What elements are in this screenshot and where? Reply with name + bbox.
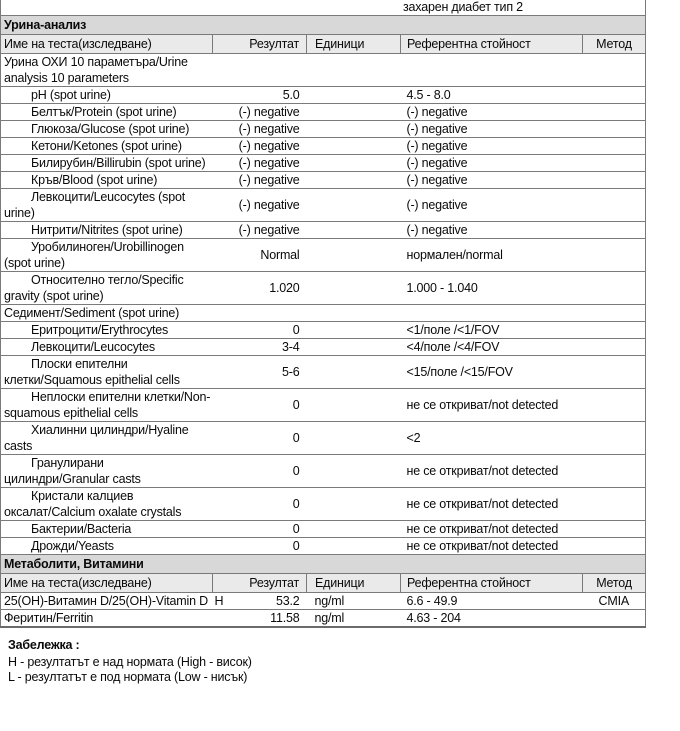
units-cell bbox=[307, 138, 401, 155]
result-cell bbox=[213, 104, 307, 121]
table-row bbox=[1, 422, 646, 455]
units-cell bbox=[307, 155, 401, 172]
table-row bbox=[1, 222, 646, 239]
empty-cell bbox=[583, 54, 646, 87]
method-cell bbox=[583, 189, 646, 222]
units-cell bbox=[307, 87, 401, 104]
reference-cell: 1.000 - 1.040 bbox=[406, 281, 478, 295]
reference-cell: <4/поле /<4/FOV bbox=[406, 340, 500, 354]
column-header: Референтна стойност bbox=[401, 574, 583, 593]
table-row bbox=[1, 172, 646, 189]
result-value: (-) negative bbox=[238, 139, 300, 153]
column-header-row bbox=[1, 574, 646, 593]
result-value: 5.0 bbox=[282, 88, 300, 102]
result-cell bbox=[213, 87, 307, 104]
units-cell bbox=[307, 104, 401, 121]
test-name-cell: Кръв/Blood (spot urine) bbox=[31, 173, 158, 187]
units-cell: ng/ml bbox=[314, 611, 345, 625]
result-value: 0 bbox=[292, 323, 300, 337]
reference-cell: (-) negative bbox=[406, 173, 468, 187]
notes-title: Забележка : bbox=[8, 638, 80, 652]
result-value: 3-4 bbox=[282, 340, 300, 354]
result-cell bbox=[213, 610, 307, 628]
result-cell bbox=[213, 121, 307, 138]
method-cell bbox=[583, 121, 646, 138]
result-cell bbox=[213, 593, 307, 610]
section-header-row bbox=[1, 555, 646, 574]
test-name-cell: Относително тегло/Specific gravity (spot urine) bbox=[4, 273, 184, 303]
note-line-high: H - резултатът е над нормата (High - висок) bbox=[8, 655, 252, 669]
units-cell bbox=[307, 538, 401, 555]
section-table bbox=[0, 15, 646, 554]
result-value: 53.2 bbox=[275, 594, 300, 608]
result-cell bbox=[213, 538, 307, 555]
units-cell bbox=[307, 389, 401, 422]
units-cell bbox=[307, 189, 401, 222]
reference-cell: <1/поле /<1/FOV bbox=[406, 323, 500, 337]
method-cell bbox=[583, 322, 646, 339]
result-cell bbox=[213, 322, 307, 339]
empty-cell bbox=[583, 305, 646, 322]
section-header-row bbox=[1, 16, 646, 35]
table-row bbox=[1, 322, 646, 339]
group-row bbox=[1, 54, 646, 87]
method-cell bbox=[583, 272, 646, 305]
result-cell bbox=[213, 272, 307, 305]
reference-cell: не се откриват/not detected bbox=[406, 464, 559, 478]
column-header: Име на теста(изследване) bbox=[1, 574, 213, 593]
column-header: Резултат bbox=[213, 574, 307, 593]
diagnosis-row bbox=[0, 0, 646, 15]
reference-cell: не се откриват/not detected bbox=[406, 398, 559, 412]
notes-section bbox=[0, 638, 646, 685]
result-value: 5-6 bbox=[282, 365, 300, 379]
column-header: Метод bbox=[583, 35, 646, 54]
reference-cell: (-) negative bbox=[406, 105, 468, 119]
units-cell bbox=[307, 222, 401, 239]
method-cell bbox=[583, 356, 646, 389]
empty-cell bbox=[307, 54, 401, 87]
units-cell bbox=[307, 422, 401, 455]
method-cell bbox=[583, 138, 646, 155]
table-row bbox=[1, 488, 646, 521]
units-cell bbox=[307, 172, 401, 189]
method-cell bbox=[583, 87, 646, 104]
table-row bbox=[1, 538, 646, 555]
method-cell bbox=[583, 172, 646, 189]
method-cell bbox=[583, 339, 646, 356]
test-name-cell: Дрожди/Yeasts bbox=[31, 539, 114, 553]
test-name-cell: Билирубин/Billirubin (spot urine) bbox=[31, 156, 206, 170]
group-title-cell: Урина ОХИ 10 параметъра/Urine analysis 10 parameters bbox=[4, 55, 188, 85]
result-cell bbox=[213, 455, 307, 488]
column-header: Референтна стойност bbox=[401, 35, 583, 54]
method-cell bbox=[583, 488, 646, 521]
result-cell bbox=[213, 488, 307, 521]
result-value: (-) negative bbox=[238, 173, 300, 187]
result-cell bbox=[213, 222, 307, 239]
result-value: Normal bbox=[260, 248, 300, 262]
section-title: Метаболити, Витамини bbox=[1, 555, 646, 574]
reference-cell: 4.5 - 8.0 bbox=[406, 88, 451, 102]
result-cell bbox=[213, 189, 307, 222]
table-row bbox=[1, 593, 646, 610]
test-name-cell: Нитрити/Nitrites (spot urine) bbox=[31, 223, 183, 237]
result-tables bbox=[0, 15, 646, 628]
test-name-cell: Кетони/Ketones (spot urine) bbox=[31, 139, 182, 153]
result-cell bbox=[213, 155, 307, 172]
result-value: 0 bbox=[292, 522, 300, 536]
table-row bbox=[1, 455, 646, 488]
method-cell bbox=[583, 389, 646, 422]
test-name-cell: Еритроцити/Erythrocytes bbox=[31, 323, 169, 337]
table-row bbox=[1, 339, 646, 356]
empty-cell bbox=[213, 54, 307, 87]
test-name-cell: Плоски епителни клетки/Squamous epithelial cells bbox=[4, 357, 180, 387]
result-cell bbox=[213, 339, 307, 356]
table-row bbox=[1, 104, 646, 121]
reference-cell: <2 bbox=[406, 431, 421, 445]
units-cell bbox=[307, 272, 401, 305]
table-row bbox=[1, 138, 646, 155]
reference-cell: (-) negative bbox=[406, 198, 468, 212]
units-cell bbox=[307, 121, 401, 138]
reference-cell: (-) negative bbox=[406, 223, 468, 237]
test-name-cell: Неплоски епителни клетки/Non-squamous epithelial cells bbox=[4, 390, 211, 420]
test-name-cell: Уробилиноген/Urobillinogen (spot urine) bbox=[4, 240, 184, 270]
method-cell bbox=[583, 155, 646, 172]
reference-cell: 4.63 - 204 bbox=[406, 611, 461, 625]
diagnosis-text: захарен диабет тип 2 bbox=[403, 0, 523, 14]
method-cell bbox=[583, 610, 646, 628]
test-name-cell: Бактерии/Bacteria bbox=[31, 522, 132, 536]
test-name-cell: Кристали калциев оксалат/Calcium oxalate crystals bbox=[4, 489, 182, 519]
method-cell bbox=[583, 521, 646, 538]
test-name-cell: Гранулирани цилиндри/Granular casts bbox=[4, 456, 141, 486]
result-value: 0 bbox=[292, 464, 300, 478]
reference-cell: не се откриват/not detected bbox=[406, 497, 559, 511]
result-cell bbox=[213, 389, 307, 422]
units-cell bbox=[307, 339, 401, 356]
result-value: (-) negative bbox=[238, 198, 300, 212]
table-row bbox=[1, 356, 646, 389]
test-name-cell: Левкоцити/Leucocytes bbox=[31, 340, 155, 354]
column-header-row bbox=[1, 35, 646, 54]
result-cell bbox=[213, 521, 307, 538]
method-cell bbox=[583, 455, 646, 488]
result-value: (-) negative bbox=[238, 122, 300, 136]
empty-cell bbox=[213, 305, 307, 322]
table-row bbox=[1, 121, 646, 138]
table-row bbox=[1, 87, 646, 104]
method-cell bbox=[583, 538, 646, 555]
method-cell bbox=[583, 239, 646, 272]
table-row bbox=[1, 239, 646, 272]
units-cell bbox=[307, 322, 401, 339]
result-value: (-) negative bbox=[238, 156, 300, 170]
test-name-cell: Феритин/Ferritin bbox=[4, 611, 94, 625]
empty-cell bbox=[401, 54, 583, 87]
result-value: 1.020 bbox=[269, 281, 300, 295]
units-cell bbox=[307, 239, 401, 272]
test-name-cell: Левкоцити/Leucocytes (spot urine) bbox=[4, 190, 185, 220]
result-value: 0 bbox=[292, 398, 300, 412]
table-row bbox=[1, 272, 646, 305]
column-header: Име на теста(изследване) bbox=[1, 35, 213, 54]
method-cell bbox=[583, 104, 646, 121]
column-header: Единици bbox=[307, 35, 401, 54]
test-name-cell: Хиалинни цилиндри/Hyaline casts bbox=[4, 423, 189, 453]
table-row bbox=[1, 189, 646, 222]
reference-cell: (-) negative bbox=[406, 122, 468, 136]
group-row bbox=[1, 305, 646, 322]
test-name-cell: Глюкоза/Glucose (spot urine) bbox=[31, 122, 190, 136]
units-cell bbox=[307, 521, 401, 538]
result-value: 0 bbox=[292, 431, 300, 445]
note-line-low: L - резултатът е под нормата (Low - нисък) bbox=[8, 670, 248, 684]
test-name-cell: Белтък/Protein (spot urine) bbox=[31, 105, 177, 119]
method-cell: CMIA bbox=[598, 594, 629, 608]
result-cell bbox=[213, 172, 307, 189]
reference-cell: (-) negative bbox=[406, 139, 468, 153]
reference-cell: (-) negative bbox=[406, 156, 468, 170]
units-cell bbox=[307, 488, 401, 521]
test-name-cell: 25(OH)-Витамин D/25(OH)-Vitamin D bbox=[4, 594, 208, 608]
column-header: Резултат bbox=[213, 35, 307, 54]
result-flag: H bbox=[214, 594, 224, 608]
reference-cell: 6.6 - 49.9 bbox=[406, 594, 458, 608]
reference-cell: нормален/normal bbox=[406, 248, 503, 262]
group-title-cell: Седимент/Sediment (spot urine) bbox=[4, 306, 180, 320]
result-cell bbox=[213, 138, 307, 155]
result-value: 11.58 bbox=[270, 611, 300, 625]
empty-cell bbox=[401, 305, 583, 322]
table-row bbox=[1, 521, 646, 538]
result-value: (-) negative bbox=[238, 105, 300, 119]
column-header: Единици bbox=[307, 574, 401, 593]
result-cell bbox=[213, 239, 307, 272]
section-table bbox=[0, 554, 646, 628]
column-header: Метод bbox=[583, 574, 646, 593]
result-cell bbox=[213, 422, 307, 455]
section-title: Урина-анализ bbox=[1, 16, 646, 35]
result-value: (-) negative bbox=[238, 223, 300, 237]
reference-cell: <15/поле /<15/FOV bbox=[406, 365, 513, 379]
units-cell bbox=[307, 356, 401, 389]
method-cell bbox=[583, 222, 646, 239]
units-cell bbox=[307, 455, 401, 488]
result-value: 0 bbox=[292, 497, 300, 511]
method-cell bbox=[583, 422, 646, 455]
table-row bbox=[1, 610, 646, 628]
result-cell bbox=[213, 356, 307, 389]
reference-cell: не се откриват/not detected bbox=[406, 539, 559, 553]
test-name-cell: pH (spot urine) bbox=[31, 88, 111, 102]
empty-cell bbox=[307, 305, 401, 322]
reference-cell: не се откриват/not detected bbox=[406, 522, 559, 536]
result-value: 0 bbox=[292, 539, 300, 553]
table-row bbox=[1, 389, 646, 422]
units-cell: ng/ml bbox=[314, 594, 345, 608]
table-row bbox=[1, 155, 646, 172]
